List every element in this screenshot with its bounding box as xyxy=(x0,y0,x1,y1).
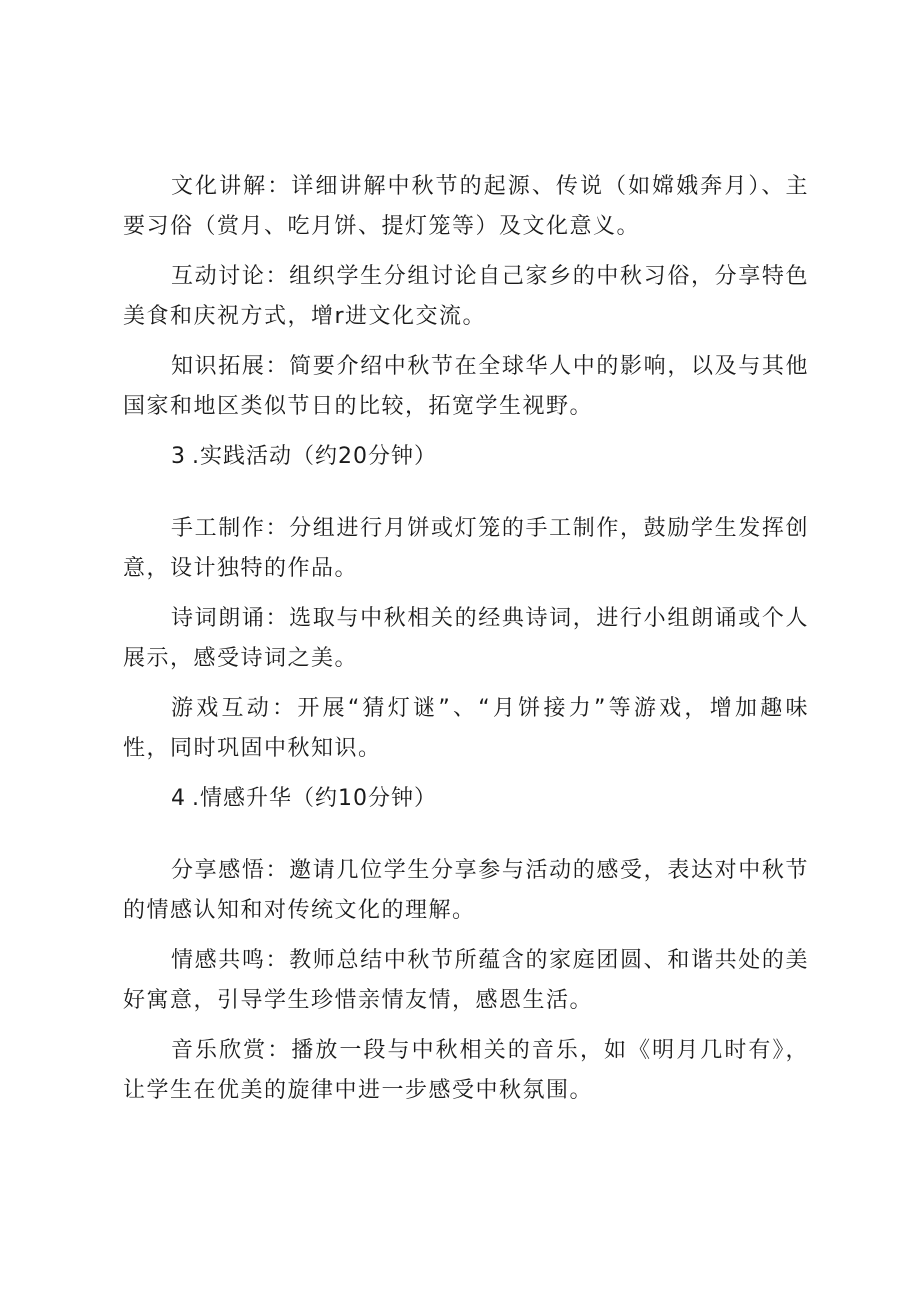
paragraph-knowledge-extension: 知识拓展：简要介绍中秋节在全球华人中的影响，以及与其他国家和地区类似节日的比较，拓宽学生视野。 xyxy=(123,354,809,419)
section-title: .情感升华（约10分钟） xyxy=(192,786,437,811)
paragraph-game-interaction: 游戏互动：开展“猜灯谜”、“月饼接力”等游戏，增加趣味性，同时巩固中秋知识。 xyxy=(123,696,809,761)
paragraph-emotional-resonance: 情感共鸣：教师总结中秋节所蕴含的家庭团圆、和谐共处的美好寓意，引导学生珍惜亲情友情，感恩生活。 xyxy=(123,948,809,1013)
section-number: 4 xyxy=(171,786,186,811)
paragraph-share-feelings: 分享感悟：邀请几位学生分享参与活动的感受，表达对中秋节的情感认知和对传统文化的理解。 xyxy=(123,858,809,923)
section-title: .实践活动（约20分钟） xyxy=(192,444,437,469)
document-page xyxy=(123,167,809,1111)
paragraph-interactive-discussion: 互动讨论：组织学生分组讨论自己家乡的中秋习俗，分享特色美食和庆祝方式，增r进文化交流。 xyxy=(123,264,809,329)
paragraph-culture-explanation: 文化讲解：详细讲解中秋节的起源、传说（如嫦娥奔月）、主要习俗（赏月、吃月饼、提灯笼等）及文化意义。 xyxy=(123,174,809,239)
paragraph-poetry-recital: 诗词朗诵：选取与中秋相关的经典诗词，进行小组朗诵或个人展示，感受诗词之美。 xyxy=(123,606,809,671)
paragraph-music-appreciation: 音乐欣赏：播放一段与中秋相关的音乐，如《明月几时有》，让学生在优美的旋律中进一步感受中秋氛围。 xyxy=(123,1038,809,1103)
section-number: 3 xyxy=(171,444,186,469)
section-heading-practice xyxy=(123,437,809,477)
section-heading-emotion xyxy=(123,779,809,819)
paragraph-handcraft: 手工制作：分组进行月饼或灯笼的手工制作，鼓励学生发挥创意，设计独特的作品。 xyxy=(123,516,809,581)
